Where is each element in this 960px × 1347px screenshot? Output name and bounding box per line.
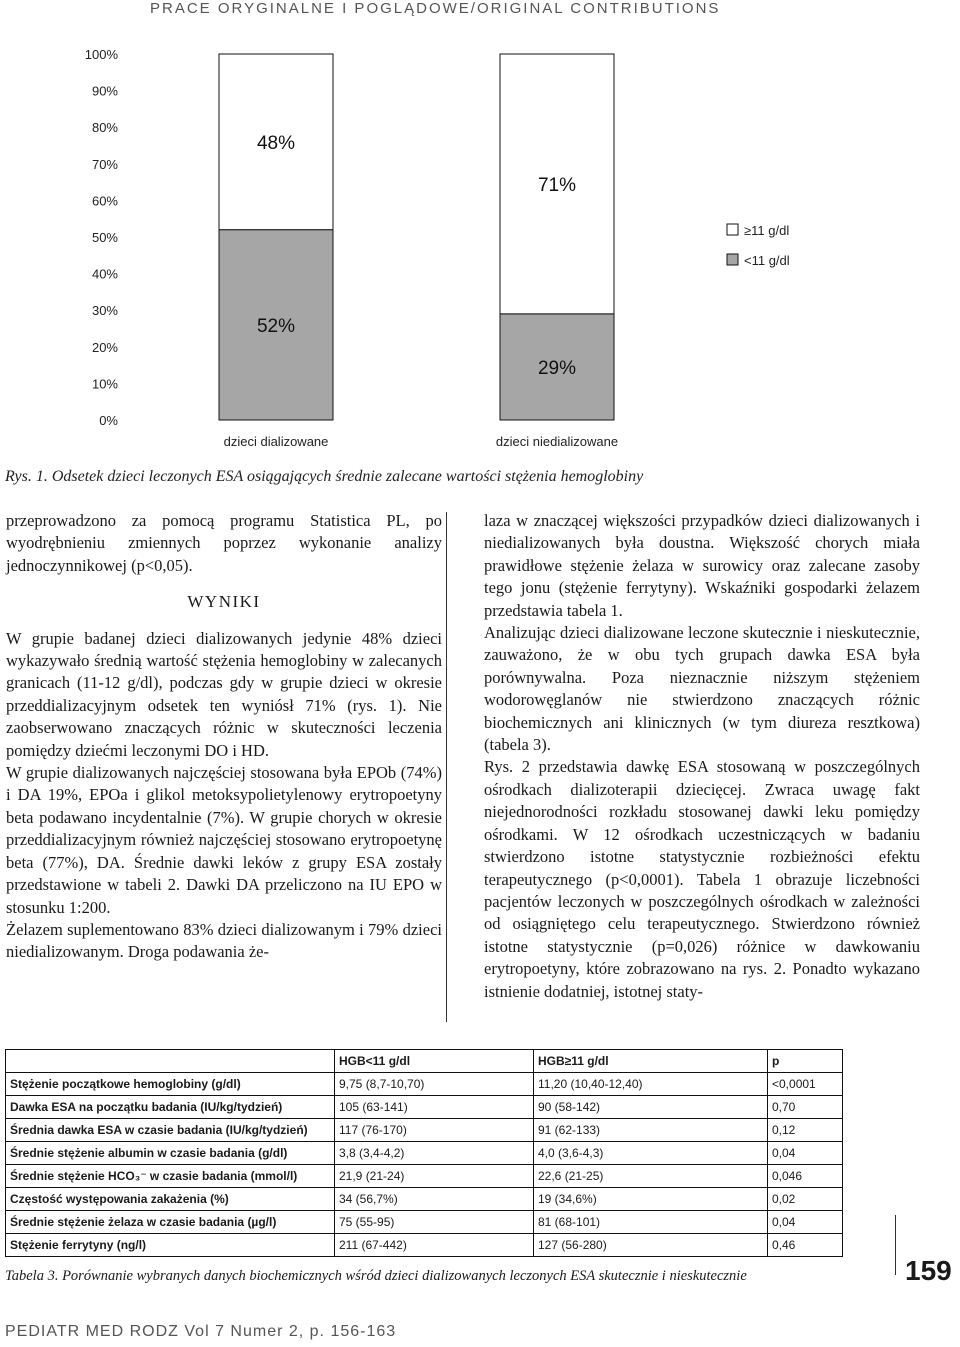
table-cell: 4,0 (3,6-4,3): [534, 1142, 768, 1165]
data-label: 71%: [537, 174, 577, 196]
y-tick-label: 90%: [91, 83, 118, 99]
y-tick-label: 10%: [91, 376, 118, 392]
table-row: [6, 1142, 843, 1165]
y-tick-label: 0%: [99, 413, 118, 428]
running-header: PRACE ORYGINALNE I POGLĄDOWE/ORIGINAL CONTRIBUTIONS: [150, 0, 721, 17]
table-row: [6, 1073, 843, 1096]
table-cell: 0,04: [768, 1142, 843, 1165]
legend-label: ≥11 g/dl: [744, 223, 790, 238]
paragraph: W grupie badanej dzieci dializowanych jedynie 48% dzieci wykazywało średnią wartość stężenia hemoglobiny w zalecanych granicach (11-12 g/dl), podczas gdy w grupie dzieci w okresie przeddializacyjnym odsetek ten wyniósł 71% (rys. 1). Nie zaobserwowano znaczących różnic w skuteczności leczenia pomiędzy dziećmi leczonymi DO i HD.: [6, 628, 442, 760]
table-row: [6, 1188, 843, 1211]
table-cell: 105 (63-141): [335, 1096, 534, 1119]
table-row: [6, 1211, 843, 1234]
table-cell: 0,12: [768, 1119, 843, 1142]
y-tick-label: 100%: [84, 47, 118, 62]
table-row-label: Częstość występowania zakażenia (%): [6, 1188, 335, 1211]
data-table: [5, 1049, 843, 1257]
page-number-rule: [895, 1215, 896, 1275]
data-label: 52%: [256, 315, 296, 337]
table-header-cell: HGB≥11 g/dl: [534, 1050, 768, 1073]
table-row: [6, 1096, 843, 1119]
table-cell: 0,04: [768, 1211, 843, 1234]
paragraph: przeprowadzono za pomocą programu Statistica PL, po wyodrębnieniu zmiennych poprzez wykonanie analizy jednoczynnikowej (p<0,05).: [6, 511, 442, 575]
table-cell: 127 (56-280): [534, 1234, 768, 1257]
table-cell: 75 (55-95): [335, 1211, 534, 1234]
y-tick-label: 20%: [91, 339, 118, 355]
y-tick-label: 60%: [91, 193, 118, 209]
x-category-label: dzieci niedializowane: [495, 434, 619, 449]
table-cell: 22,6 (21-25): [534, 1165, 768, 1188]
table-cell: 3,8 (3,4-4,2): [335, 1142, 534, 1165]
column-divider: [446, 512, 447, 1022]
figure-caption: Rys. 1. Odsetek dzieci leczonych ESA osiągających średnie zalecane wartości stężenia hemoglobiny: [5, 468, 644, 485]
right-column: [484, 510, 920, 1003]
table-cell: 117 (76-170): [335, 1119, 534, 1142]
table-cell: 0,046: [768, 1165, 843, 1188]
table-cell: 0,02: [768, 1188, 843, 1211]
table-cell: 9,75 (8,7-10,70): [335, 1073, 534, 1096]
section-heading: WYNIKI: [187, 592, 261, 612]
table-cell: 34 (56,7%): [335, 1188, 534, 1211]
paragraph: W grupie dializowanych najczęściej stosowana była EPOb (74%) i DA 19%, EPOa i glikol metoksypolietylenowy erytropoetyny beta podawano incydentalnie (7%). W grupie chorych w okresie przeddializacyjnym również najczęściej stosowano erytropoetynę beta (77%), DA. Średnie dawki leków z grupy ESA zostały przedstawione w tabeli 2. Dawki DA przeliczono na IU EPO w stosunku 1:200.: [6, 763, 442, 917]
y-tick-label: 80%: [91, 120, 118, 136]
table-cell: 90 (58-142): [534, 1096, 768, 1119]
data-label: 29%: [537, 357, 577, 379]
y-tick-label: 70%: [91, 156, 118, 172]
table-row: [6, 1119, 843, 1142]
legend-swatch: [727, 224, 738, 235]
table-row-label: Stężenie ferrytyny (ng/l): [6, 1234, 335, 1257]
table-cell: 81 (68-101): [534, 1211, 768, 1234]
table-cell: 0,46: [768, 1234, 843, 1257]
table-header-row: [6, 1050, 843, 1073]
legend-label: <11 g/dl: [744, 253, 790, 268]
table-cell: 91 (62-133): [534, 1119, 768, 1142]
page-number: 159: [905, 1255, 952, 1286]
table-row-label: Średnie stężenie albumin w czasie badania (g/dl): [6, 1142, 335, 1165]
table-row-label: Średnie stężenie żelaza w czasie badania (µg/l): [6, 1211, 335, 1234]
table-cell: 19 (34,6%): [534, 1188, 768, 1211]
table-cell: 0,70: [768, 1096, 843, 1119]
table-row: [6, 1165, 843, 1188]
table-cell: 21,9 (21-24): [335, 1165, 534, 1188]
paragraph: laza w znaczącej większości przypadków dzieci dializowanych i niedializowanych była doustna. Większość chorych miała prawidłowe stężenie żelaza w surowicy oraz zalecane zasoby tego jonu (stężenie ferrytyny). Wskaźniki gospodarki żelazem przedstawia tabela 1.: [484, 511, 920, 620]
table-cell: 11,20 (10,40-12,40): [534, 1073, 768, 1096]
data-label: 48%: [256, 132, 296, 154]
y-tick-label: 50%: [91, 230, 118, 245]
table-row-label: Dawka ESA na początku badania (IU/kg/tydzień): [6, 1096, 335, 1119]
paragraph: Żelazem suplementowano 83% dzieci dializowanym i 79% dzieci niedializowanym. Droga podawania że-: [6, 919, 442, 962]
running-footer: PEDIATR MED RODZ Vol 7 Numer 2, p. 156-163: [5, 1323, 397, 1340]
paragraph: Analizując dzieci dializowane leczone skutecznie i nieskutecznie, zauważono, że w obu tych grupach dawka ESA była porównywalna. Poza nieznacznie niższym stężeniem wodorowęglanów nie stwierdzono znaczących różnic biochemicznych ani klinicznych (w tym diureza resztkowa) (tabela 3).: [484, 623, 920, 755]
y-tick-label: 40%: [91, 266, 118, 282]
table-caption: Tabela 3. Porównanie wybranych danych biochemicznych wśród dzieci dializowanych leczonych ESA skutecznie i nieskutecznie: [5, 1268, 747, 1284]
left-column: [6, 510, 442, 964]
x-category-label: dzieci dializowane: [223, 434, 329, 449]
stacked-bar-chart: [0, 28, 960, 458]
table-cell: <0,0001: [768, 1073, 843, 1096]
table-row-label: Średnia dawka ESA w czasie badania (IU/kg/tydzień): [6, 1119, 335, 1142]
legend-swatch: [727, 254, 738, 265]
table-row-label: Średnie stężenie HCO₃⁻ w czasie badania (mmol/l): [6, 1165, 335, 1188]
y-tick-label: 30%: [91, 303, 118, 319]
table-header-cell: p: [768, 1050, 843, 1073]
table-header-cell: [6, 1050, 335, 1073]
paragraph: Rys. 2 przedstawia dawkę ESA stosowaną w poszczególnych ośrodkach dializoterapii dziecięcej. Zwraca uwagę fakt niejednorodności rozkładu stosowanej dawki leku pomiędzy ośrodkami. W 12 ośrodkach uczestniczących w badaniu stwierdzono istotne statystycznie rozbieżności efektu terapeutycznego (p<0,0001). Tabela 1 obrazuje liczebności pacjentów leczonych w poszczególnych ośrodkach w zależności od osiągniętego celu terapeutycznego. Stwierdzono również istotne statystycznie (p=0,026) różnice w dawkowaniu erytropoetyny, które zobrazowano na rys. 2. Ponadto wykazano istnienie dodatniej, istotnej staty-: [484, 757, 920, 1001]
table-row-label: Stężenie początkowe hemoglobiny (g/dl): [6, 1073, 335, 1096]
table-row: [6, 1234, 843, 1257]
table-header-cell: HGB<11 g/dl: [335, 1050, 534, 1073]
table-cell: 211 (67-442): [335, 1234, 534, 1257]
